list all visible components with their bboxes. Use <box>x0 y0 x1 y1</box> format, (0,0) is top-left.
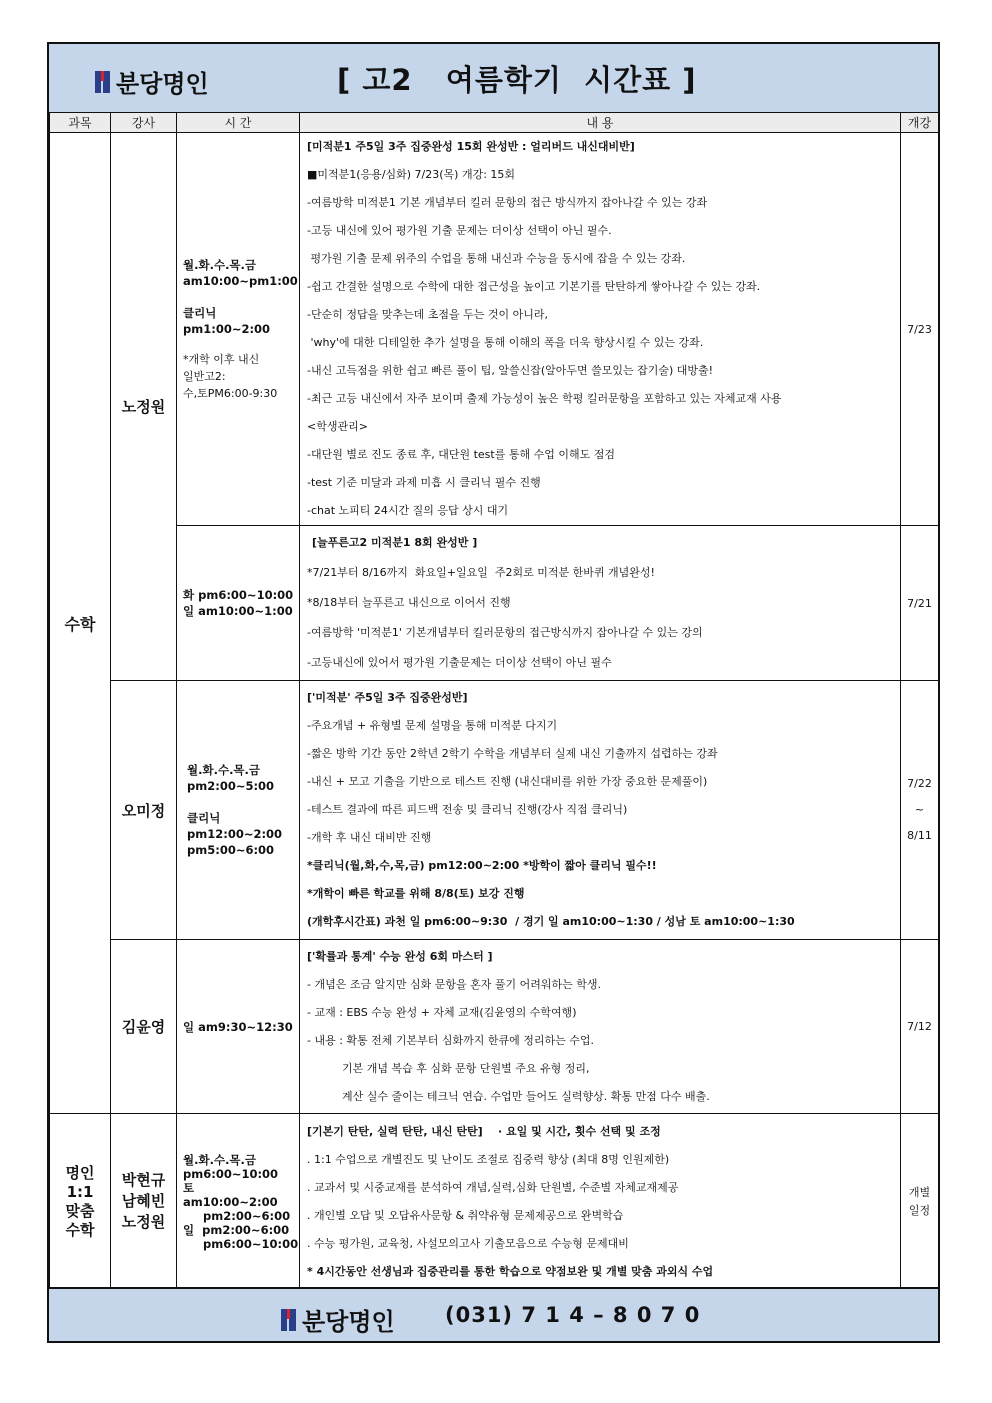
brand-name: 분당명인 <box>116 70 209 98</box>
time-cell <box>177 940 300 1114</box>
header-banner <box>49 44 938 114</box>
time-line: 일 pm2:00~6:00 <box>183 1222 290 1237</box>
time-line: pm6:00~10:00 <box>183 1166 279 1181</box>
content-line: -chat 노피티 24시간 질의 응답 상시 대기 <box>307 504 509 517</box>
content-line: -개학 후 내신 대비반 진행 <box>307 831 432 844</box>
content-line: *8/18부터 늘푸른고 내신으로 이어서 진행 <box>307 596 511 609</box>
open-date-line: 개별 <box>908 1185 931 1199</box>
open-date <box>901 1114 939 1290</box>
content-line: -여름방학 '미적분1' 기본개념부터 킬러문항의 접근방식까지 잡아나갈 수 있는 강의 <box>307 626 703 639</box>
content-line: -고등내신에 있어서 평가원 기출문제는 더이상 선택이 아닌 필수 <box>307 656 612 669</box>
open-date: 7/12 <box>901 940 939 1114</box>
time-spacer <box>183 289 299 305</box>
time-line: 클리닉pm1:00~2:00 <box>183 305 271 336</box>
subject-line: 1:1 <box>66 1182 94 1201</box>
teacher-name: 박현규 <box>121 1171 166 1189</box>
time-line: 월.화.수.목.금 <box>183 257 257 272</box>
page-title: [ 고2 여름학기 시간표 ] <box>337 63 697 97</box>
time-line: 월.화.수.목.금 <box>187 763 261 777</box>
time-cell <box>177 133 300 526</box>
content-line: -고등 내신에 있어 평가원 기출 문제는 더이상 선택이 아닌 필수. <box>307 224 612 237</box>
content-line: *개학이 빠른 학교를 위해 8/8(토) 보강 진행 <box>307 887 525 900</box>
content-line: 평가원 기출 문제 위주의 수업을 통해 내신과 수능을 동시에 잡을 수 있는 강좌. <box>307 252 686 265</box>
content-line: - 내용 : 확통 전체 기본부터 심화까지 한큐에 정리하는 수업. <box>307 1033 595 1047</box>
table-row <box>50 681 939 940</box>
content-line: . 1:1 수업으로 개별진도 및 난이도 조절로 집중력 향상 (최대 8명 인원제한) <box>307 1152 670 1166</box>
subject-private <box>50 1114 111 1290</box>
content-cell <box>300 526 901 681</box>
content-cell <box>300 1114 901 1290</box>
column-header-row <box>50 113 939 133</box>
open-date-line: 일정 <box>908 1203 931 1217</box>
content-line: [기본기 탄탄, 실력 탄탄, 내신 탄탄] · 요일 및 시간, 횟수 선택 및 조정 <box>307 1124 661 1138</box>
col-open: 개강 <box>901 113 939 133</box>
time-line: pm12:00~2:00 <box>187 827 283 841</box>
col-content: 내 용 <box>300 113 901 133</box>
open-date-line: 7/22 <box>907 777 932 790</box>
content-line: (개학후시간표) 과천 일 pm6:00~9:30 / 경기 일 am10:00~1:30 / 성남 토 am10:00~1:30 <box>307 915 795 928</box>
content-cell <box>300 681 901 940</box>
content-line: <학생관리> <box>307 420 368 433</box>
content-line: 계산 실수 줄이는 테크닉 연습. 수업만 들어도 실력향상. 확통 만점 다수 배출. <box>307 1089 710 1103</box>
content-line: -단순히 정답을 맞추는데 초점을 두는 것이 아니라, <box>307 308 548 321</box>
content-line: -내신 고득점을 위한 쉽고 빠른 풀이 팁, 알쓸신잡(알아두면 쓸모있는 잡기술) 대방출! <box>307 364 714 377</box>
teacher-name: 남혜빈 <box>121 1192 166 1210</box>
open-date: 7/21 <box>901 526 939 681</box>
time-line: 월.화.수.목.금 <box>183 1152 257 1167</box>
teacher-name: 오미정 <box>111 681 177 940</box>
content-line: -여름방학 미적분1 기본 개념부터 킬러 문항의 접근 방식까지 잡아나갈 수 있는 강좌 <box>307 196 708 209</box>
open-date-line: 8/11 <box>907 829 932 842</box>
content-line: . 교과서 및 시중교재를 분석하여 개념,실력,심화 단원별, 수준별 자체교재제공 <box>307 1180 679 1194</box>
col-time: 시 간 <box>177 113 300 133</box>
time-line: 일 am9:30~12:30 <box>183 1019 293 1034</box>
open-date-line: ~ <box>914 803 925 816</box>
time-spacer <box>183 794 299 810</box>
table-row <box>50 133 939 526</box>
time-spacer <box>183 337 299 351</box>
brand-logo <box>95 64 209 99</box>
time-note: 수,토PM6:00-9:30 <box>183 386 278 400</box>
content-line: ['미적분' 주5일 3주 집중완성반] <box>307 691 468 704</box>
content-line: 기본 개념 복습 후 심화 문항 단원별 주요 유형 정리, <box>307 1061 590 1075</box>
content-line: - 개념은 조금 알지만 심화 문항을 혼자 풀기 어려워하는 학생. <box>307 977 601 991</box>
subject-line: 맞춤 <box>65 1201 95 1220</box>
content-line: -쉽고 간결한 설명으로 수학에 대한 접근성을 높이고 기본기를 탄탄하게 쌓아나갈 수 있는 강좌. <box>307 280 761 293</box>
content-line: -test 기준 미달과 과제 미흡 시 클리닉 필수 진행 <box>307 476 541 489</box>
time-line: pm6:00~10:00 <box>183 1236 299 1251</box>
time-note: 일반고2: <box>183 369 226 383</box>
brand-logo-icon <box>281 1309 296 1331</box>
footer-banner <box>49 1287 938 1341</box>
content-line: . 개인별 오답 및 오답유사문항 & 취약유형 문제제공으로 완벽학습 <box>307 1208 624 1222</box>
time-line: 일 am10:00~1:00 <box>183 604 293 618</box>
content-cell <box>300 940 901 1114</box>
content-line: -대단원 별로 진도 종료 후, 대단원 test를 통해 수업 이해도 점검 <box>307 448 615 461</box>
table-row <box>50 526 939 681</box>
timetable <box>49 112 939 1290</box>
time-line: 화 pm6:00~10:00 <box>183 588 294 602</box>
time-note: *개학 이후 내신 <box>183 352 260 366</box>
footer-brand-name: 분당명인 <box>302 1308 395 1336</box>
teacher-names <box>111 1114 177 1290</box>
time-line: pm5:00~6:00 <box>187 843 275 857</box>
content-line: -짧은 방학 기간 동안 2학년 2학기 수학을 개념부터 실제 내신 기출까지 섭렵하는 강좌 <box>307 747 718 760</box>
time-line: 클리닉 <box>187 811 221 825</box>
phone-number: (031) 7 1 4 – 8 0 7 0 <box>445 1303 701 1327</box>
teacher-name: 노정원 <box>121 1213 166 1231</box>
content-line: [늘푸른고2 미적분1 8회 완성반 ] <box>312 536 478 549</box>
content-line: [미적분1 주5일 3주 집중완성 15회 완성반 : 얼리버드 내신대비반] <box>307 140 635 153</box>
open-date: 7/23 <box>901 133 939 526</box>
content-line: -주요개념 + 유형별 문제 설명을 통해 미적분 다지기 <box>307 719 558 732</box>
time-line: am10:00~pm1:00 <box>183 273 298 288</box>
teacher-name: 노정원 <box>111 133 177 681</box>
time-line: pm2:00~5:00 <box>187 779 275 793</box>
time-cell <box>177 681 300 940</box>
col-subject: 과목 <box>50 113 111 133</box>
content-line: -테스트 결과에 따른 피드백 전송 및 클리닉 진행(강사 직접 클리닉) <box>307 803 628 816</box>
time-line: pm2:00~6:00 <box>183 1208 291 1223</box>
subject-math: 수학 <box>50 133 111 1114</box>
time-line: 토 <box>183 1180 195 1195</box>
content-line: * 4시간동안 선생님과 집중관리를 통한 학습으로 약점보완 및 개별 맞춤 과외식 수업 <box>307 1264 714 1278</box>
footer-logo <box>281 1302 395 1337</box>
content-line: -최근 고등 내신에서 자주 보이며 출제 가능성이 높은 학평 킬러문항을 포함하고 있는 자체교재 사용 <box>307 392 782 405</box>
subject-line: 수학 <box>65 1220 95 1239</box>
time-cell <box>177 526 300 681</box>
time-line: am10:00~2:00 <box>183 1194 278 1209</box>
table-row <box>50 940 939 1114</box>
content-cell <box>300 133 901 526</box>
subject-line: 명인 <box>65 1163 95 1182</box>
open-date <box>901 681 939 940</box>
timetable-frame <box>47 42 940 1343</box>
teacher-name: 김윤영 <box>111 940 177 1114</box>
brand-logo-icon <box>95 71 110 93</box>
content-line: . 수능 평가원, 교육청, 사설모의고사 기출모음으로 수능형 문제대비 <box>307 1236 629 1250</box>
time-cell <box>177 1114 300 1290</box>
content-line: 'why'에 대한 디테일한 추가 설명을 통해 이해의 폭을 더욱 향상시킬 수 있는 강좌. <box>307 336 704 349</box>
content-line: - 교재 : EBS 수능 완성 + 자체 교재(김윤영의 수학여행) <box>307 1005 577 1019</box>
content-line: ■미적분1(응용/심화) 7/23(목) 개강: 15회 <box>307 168 516 181</box>
col-teacher: 강사 <box>111 113 177 133</box>
content-line: *7/21부터 8/16까지 화요일+일요일 주2회로 미적분 한바퀴 개념완성! <box>307 566 655 579</box>
content-line: -내신 + 모고 기출을 기반으로 테스트 진행 (내신대비를 위한 가장 중요한 문제풀이) <box>307 775 708 788</box>
table-row <box>50 1114 939 1290</box>
content-line: ['확률과 통계' 수능 완성 6회 마스터 ] <box>307 949 493 963</box>
content-line: *클리닉(월,화,수,목,금) pm12:00~2:00 *방학이 짧아 클리닉 필수!! <box>307 859 657 872</box>
